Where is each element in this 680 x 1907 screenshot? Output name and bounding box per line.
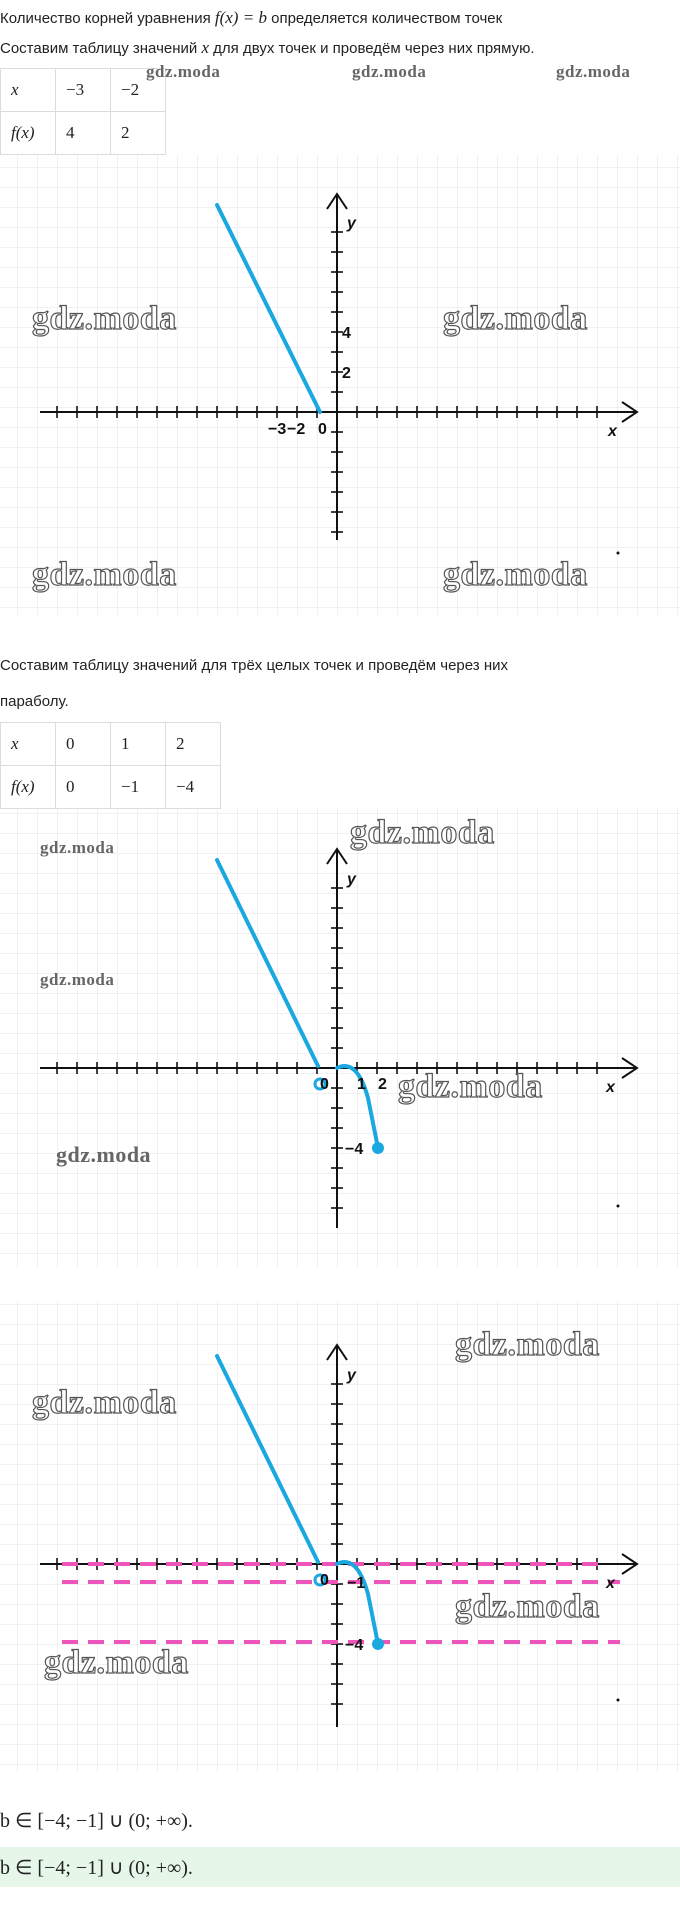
table-row — [1, 112, 166, 155]
tick-label: −1 — [347, 1575, 366, 1592]
x-axis-label: x — [608, 423, 617, 440]
x-axis-label: x — [606, 1575, 615, 1592]
grid-background — [0, 155, 680, 615]
table-cell: f(x) — [1, 766, 56, 809]
grid-background — [0, 1302, 680, 1772]
table-cell: 1 — [111, 723, 166, 766]
watermark: gdz.moda — [556, 62, 631, 81]
tick-label: 2 — [378, 1076, 387, 1093]
watermark: gdz.moda — [443, 300, 588, 337]
y-axis-label: y — [347, 215, 356, 232]
tick-label: −3 — [268, 421, 287, 438]
watermark: gdz.moda — [32, 1384, 177, 1421]
graph-solution — [0, 1302, 680, 1772]
y-axis-label: y — [347, 871, 356, 888]
tick-label: 2 — [342, 365, 351, 382]
tick-label: −4 — [345, 1141, 364, 1158]
table-row — [1, 766, 221, 809]
table-intro-text-end: для двух точек и проведём через них прямую. — [209, 40, 535, 57]
watermark: gdz.moda — [32, 300, 177, 337]
y-axis-label: y — [347, 1367, 356, 1384]
watermark: gdz.moda — [40, 838, 115, 857]
closed-point — [372, 1638, 384, 1650]
table-cell: 2 — [166, 723, 221, 766]
table-intro-text: Составим таблицу значений — [0, 40, 202, 57]
dot-mark — [617, 1205, 620, 1208]
table-cell: f(x) — [1, 112, 56, 155]
watermark: gdz.moda — [352, 62, 427, 81]
tick-label: −4 — [345, 1637, 364, 1654]
dot-mark — [617, 1699, 620, 1702]
grid-background — [0, 808, 680, 1268]
tick-label: 0 — [320, 1076, 329, 1093]
table-cell: −2 — [111, 69, 166, 112]
equation: f(x) = b — [214, 8, 267, 27]
watermark: gdz.moda — [455, 1588, 600, 1625]
table-cell: −4 — [166, 766, 221, 809]
tick-label: 0 — [318, 421, 327, 438]
table-row — [1, 723, 221, 766]
value-table-parabola — [0, 722, 221, 809]
watermark: gdz.moda — [44, 1644, 189, 1681]
intro-line-2 — [0, 38, 535, 59]
intro-line-1 — [0, 8, 502, 29]
watermark: gdz.moda — [40, 970, 115, 989]
graph-parabola — [0, 808, 680, 1268]
table-cell: −1 — [111, 766, 166, 809]
section2-text-line1: Составим таблицу значений для трёх целых точек и проведём через них — [0, 657, 508, 674]
table-row — [1, 69, 166, 112]
watermark: gdz.moda — [56, 1142, 152, 1167]
watermark: gdz.moda — [455, 1326, 600, 1363]
graph-line — [0, 155, 680, 615]
tick-label: 0 — [320, 1572, 329, 1589]
table-cell: x — [1, 69, 56, 112]
table-cell: 4 — [56, 112, 111, 155]
variable-x: x — [201, 38, 209, 57]
table-cell: 0 — [56, 723, 111, 766]
watermark: gdz.moda — [443, 556, 588, 593]
watermark: gdz.moda — [350, 814, 495, 851]
table-cell: 0 — [56, 766, 111, 809]
table-cell: −3 — [56, 69, 111, 112]
table-cell: 2 — [111, 112, 166, 155]
tick-label: 4 — [342, 325, 351, 342]
answer-line: b ∈ [−4; −1] ∪ (0; +∞). — [0, 1810, 193, 1832]
watermark: gdz.moda — [32, 556, 177, 593]
section2-text-line2: параболу. — [0, 693, 69, 710]
tick-label: −2 — [287, 421, 306, 438]
x-axis-label: x — [606, 1079, 615, 1096]
intro-text: Количество корней уравнения — [0, 10, 215, 27]
watermark: gdz.moda — [146, 62, 221, 81]
value-table-line — [0, 68, 166, 155]
intro-text-end: определяется количеством точек — [266, 10, 503, 27]
table-cell: x — [1, 723, 56, 766]
watermark: gdz.moda — [398, 1068, 543, 1105]
dot-mark — [617, 552, 620, 555]
answer-line-highlighted: b ∈ [−4; −1] ∪ (0; +∞). — [0, 1857, 193, 1879]
closed-point — [372, 1142, 384, 1154]
tick-label: 1 — [357, 1076, 366, 1093]
